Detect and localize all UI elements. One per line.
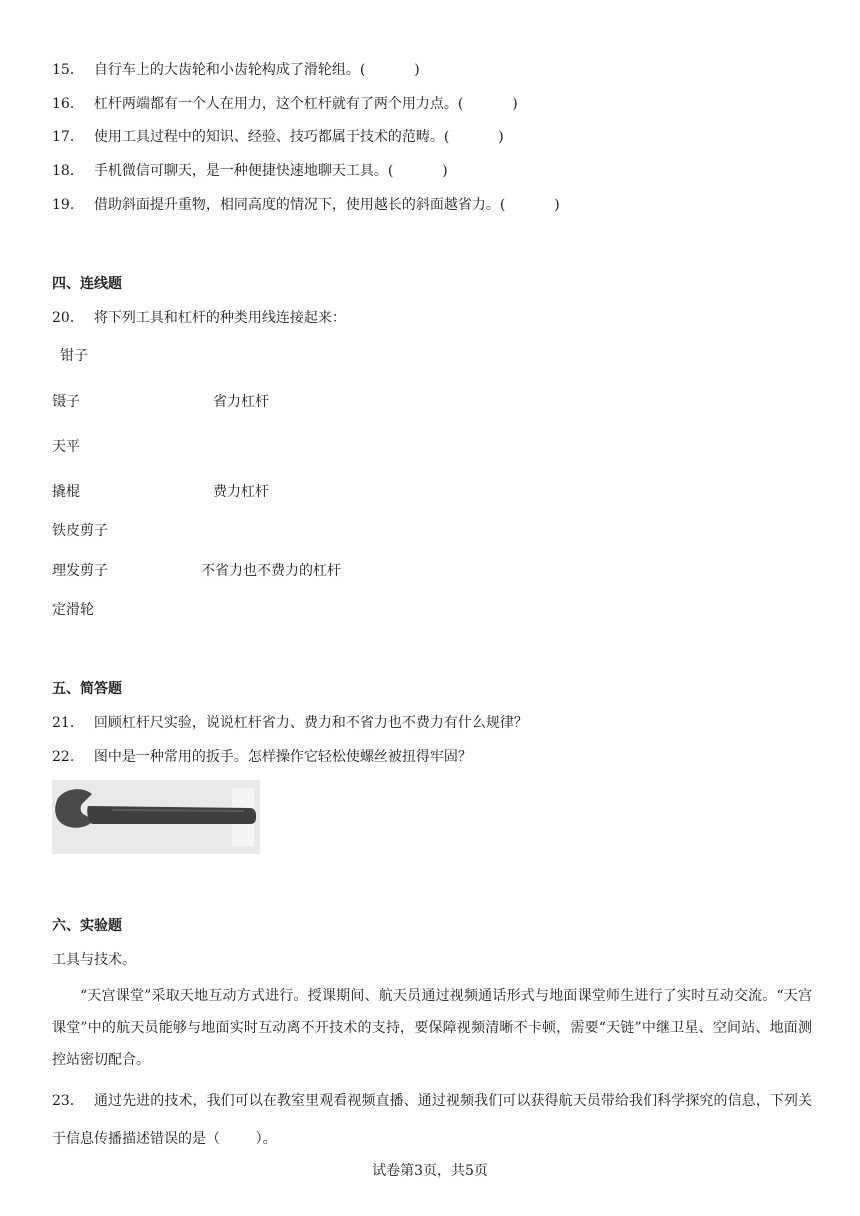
question-20 [52, 308, 346, 328]
question-text: 通过先进的技术，我们可以在教室里观看视频直播、通过视频我们可以获得航天员带给我们科学探究的信息，下列关于信息传播描述错误的是（ ）。 [52, 1093, 812, 1147]
section-subtitle: 工具与技术。 [52, 952, 136, 968]
tool-item: 定滑轮 [52, 602, 94, 618]
question-text: 将下列工具和杠杆的种类用线连接起来： [93, 310, 346, 326]
question-text: 使用工具过程中的知识、经验、技巧都属于技术的范畴。( ) [93, 129, 504, 145]
tool-item: 理发剪子 [52, 563, 108, 579]
section-title-matching: 四、连线题 [52, 276, 122, 292]
question-22 [52, 747, 472, 767]
tool-item: 撬棍 [52, 484, 80, 500]
lever-type-item: 不省力也不费力的杠杆 [201, 563, 341, 579]
question-18 [52, 161, 448, 181]
lever-type-item: 费力杠杆 [213, 484, 269, 500]
tool-item: 天平 [52, 439, 80, 455]
question-number: 20． [52, 310, 84, 326]
question-number: 18． [52, 163, 84, 179]
tool-item: 镊子 [52, 394, 80, 410]
wrench-image [52, 780, 260, 854]
question-number: 15． [52, 62, 84, 78]
tool-item: 铁皮剪子 [52, 523, 108, 539]
lever-type-item: 省力杠杆 [213, 394, 269, 410]
question-17 [52, 127, 504, 147]
wrench-icon [52, 780, 260, 854]
question-16 [52, 94, 518, 114]
question-text: 回顾杠杆尺实验，说说杠杆省力、费力和不省力也不费力有什么规律？ [93, 715, 528, 731]
question-number: 23． [52, 1093, 84, 1109]
question-number: 16． [52, 96, 84, 112]
question-number: 19． [52, 197, 84, 213]
section-title-short-answer: 五、简答题 [52, 681, 122, 697]
question-number: 17． [52, 129, 84, 145]
question-text: 手机微信可聊天，是一种便捷快速地聊天工具。( ) [93, 163, 448, 179]
question-number: 21． [52, 715, 84, 731]
question-text: 借助斜面提升重物，相同高度的情况下，使用越长的斜面越省力。( ) [93, 197, 560, 213]
question-19 [52, 195, 560, 215]
question-23 [52, 1082, 812, 1158]
question-number: 22． [52, 749, 84, 765]
reading-paragraph: “天宫课堂”采取天地互动方式进行。授课期间、航天员通过视频通话形式与地面课堂师生进行了实时互动交流。“天宫课堂”中的航天员能够与地面实时互动离不开技术的支持，要保障视频清晰不卡顿，需要“天链”中继卫星、空间站、地面测控站密切配合。 [52, 988, 812, 1068]
page-footer: 试卷第3页，共5页 [372, 1163, 488, 1179]
question-text: 杠杆两端都有一个人在用力，这个杠杆就有了两个用力点。( ) [93, 96, 518, 112]
question-text: 图中是一种常用的扳手。怎样操作它轻松使螺丝被扭得牢固？ [93, 749, 472, 765]
question-21 [52, 713, 528, 733]
tool-item: 钳子 [60, 348, 88, 364]
question-text: 自行车上的大齿轮和小齿轮构成了滑轮组。( ) [93, 62, 420, 78]
question-15 [52, 60, 420, 80]
section-title-experiment: 六、实验题 [52, 918, 122, 934]
